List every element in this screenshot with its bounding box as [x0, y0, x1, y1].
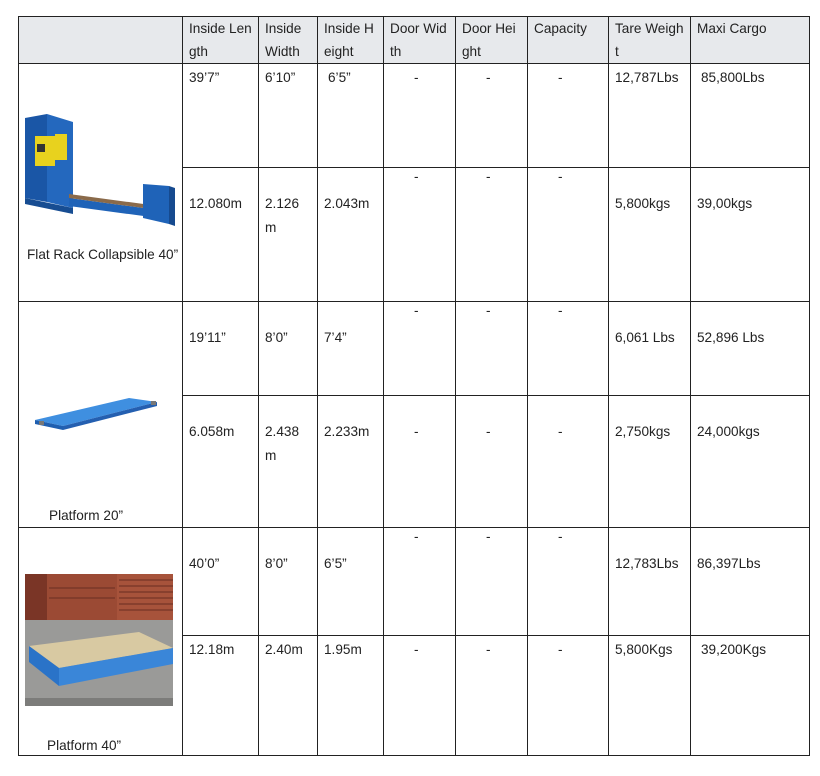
container-name: Flat Rack Collapsible 40”: [27, 247, 179, 262]
cell: 39,200Kgs: [691, 636, 810, 756]
cell: 8’0”: [259, 302, 318, 396]
cell: -: [528, 168, 609, 302]
cell: 40’0”: [183, 528, 259, 636]
cell: 5,800kgs: [609, 168, 691, 302]
container-spec-table: [18, 16, 810, 756]
flat-rack-container-photo: [19, 64, 183, 300]
cell: -: [528, 396, 609, 528]
cell: -: [528, 64, 609, 168]
table-row: [19, 302, 810, 396]
cell: 19’11”: [183, 302, 259, 396]
container-cell-flat-rack: [19, 64, 183, 302]
cell: 86,397Lbs: [691, 528, 810, 636]
cell: 6’5”: [318, 64, 384, 168]
cell: 24,000kgs: [691, 396, 810, 528]
cell: -: [384, 302, 456, 396]
header-tare-weight: Tare Weight: [609, 17, 691, 64]
container-cell-platform-40: [19, 528, 183, 756]
cell: -: [456, 396, 528, 528]
cell: 6’5”: [318, 528, 384, 636]
cell: -: [456, 168, 528, 302]
cell: 52,896 Lbs: [691, 302, 810, 396]
cell: -: [456, 302, 528, 396]
header-capacity: Capacity: [528, 17, 609, 64]
header-inside-width: Inside Width: [259, 17, 318, 64]
cell: 2,750kgs: [609, 396, 691, 528]
cell: 12,783Lbs: [609, 528, 691, 636]
cell: 12.18m: [183, 636, 259, 756]
cell: 12.080m: [183, 168, 259, 302]
header-door-width: Door Width: [384, 17, 456, 64]
cell: 39,00kgs: [691, 168, 810, 302]
cell: -: [384, 396, 456, 528]
header-inside-height: Inside Height: [318, 17, 384, 64]
cell: 6.058m: [183, 396, 259, 528]
header-door-height: Door Height: [456, 17, 528, 64]
cell: -: [528, 302, 609, 396]
cell: -: [528, 636, 609, 756]
cell: 2.126 m: [259, 168, 318, 302]
cell: -: [528, 528, 609, 636]
container-name: Platform 20”: [49, 508, 124, 523]
cell: -: [456, 64, 528, 168]
cell: 6,061 Lbs: [609, 302, 691, 396]
cell: -: [384, 528, 456, 636]
header-row: [19, 17, 810, 64]
cell: 1.95m: [318, 636, 384, 756]
cell: 85,800Lbs: [691, 64, 810, 168]
cell: 8’0”: [259, 528, 318, 636]
cell: -: [384, 168, 456, 302]
cell: -: [384, 64, 456, 168]
cell: -: [456, 636, 528, 756]
container-name: Platform 40”: [47, 738, 122, 753]
container-cell-platform-20: [19, 302, 183, 528]
header-inside-length: Inside Length: [183, 17, 259, 64]
header-maxi-cargo: Maxi Cargo: [691, 17, 810, 64]
platform-20-container-photo: [19, 302, 183, 528]
platform-40-container-photo: [19, 528, 183, 756]
cell: 2.233m: [318, 396, 384, 528]
cell: 2.043m: [318, 168, 384, 302]
cell: 2.438 m: [259, 396, 318, 528]
cell: 12,787Lbs: [609, 64, 691, 168]
cell: -: [384, 636, 456, 756]
header-blank: [19, 17, 183, 64]
cell: 39’7”: [183, 64, 259, 168]
cell: 7’4”: [318, 302, 384, 396]
table-row: [19, 64, 810, 168]
cell: 6’10”: [259, 64, 318, 168]
table-row: [19, 528, 810, 636]
cell: 5,800Kgs: [609, 636, 691, 756]
cell: -: [456, 528, 528, 636]
cell: 2.40m: [259, 636, 318, 756]
